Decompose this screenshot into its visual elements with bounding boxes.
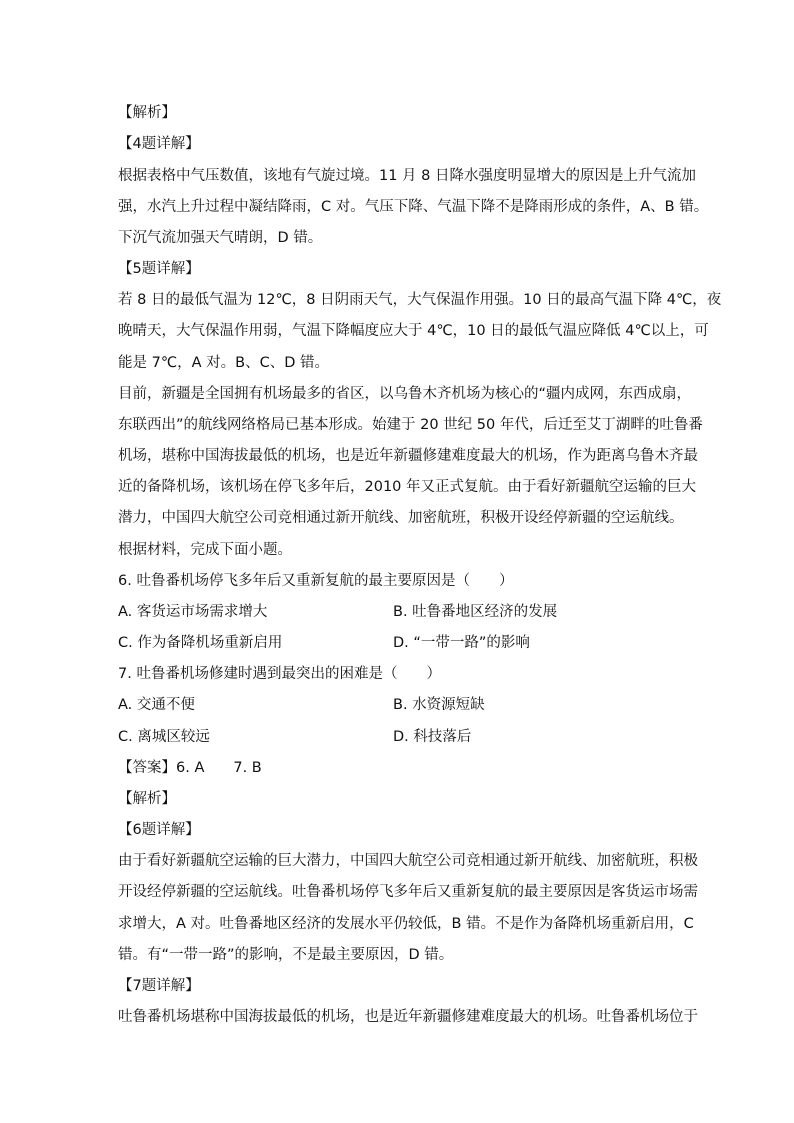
text-line: 由于看好新疆航空运输的巨大潜力，中国四大航空公司竞相通过新开航线、加密航班，积极 (118, 853, 698, 869)
text-line: 吐鲁番机场堪称中国海拔最低的机场，也是近年新疆修建难度最大的机场。吐鲁番机场位于 (118, 1009, 698, 1025)
q6-option-b: B. 吐鲁番地区经济的发展 (393, 604, 558, 620)
q7-option-b: B. 水资源短缺 (393, 697, 485, 713)
text-line: 错。有“一带一路”的影响，不是最主要原因，D 错。 (118, 947, 454, 963)
q6-option-c: C. 作为备降机场重新启用 (118, 635, 283, 651)
question-7-stem: 7. 吐鲁番机场修建时遇到最突出的困难是（ ） (118, 666, 441, 682)
text-line: 潜力，中国四大航空公司竞相通过新开航线、加密航班，积极开设经停新疆的空运航线。 (118, 510, 684, 526)
text-line: 强，水汽上升过程中凝结降雨，C 对。气压下降、气温下降不是降雨形成的条件，A、B 错。 (118, 199, 709, 215)
text-line: 【7题详解】 (118, 978, 200, 994)
text-line: 开设经停新疆的空运航线。吐鲁番机场停飞多年后又重新复航的最主要原因是客货运市场需 (118, 884, 698, 900)
question-6-stem: 6. 吐鲁番机场停飞多年后又重新复航的最主要原因是（ ） (118, 573, 514, 589)
q7-option-a: A. 交通不便 (118, 697, 195, 713)
text-line: 【解析】 (118, 105, 176, 121)
text-line: 机场，堪称中国海拔最低的机场，也是近年新疆修建难度最大的机场，作为距离乌鲁木齐最 (118, 448, 698, 464)
text-line: 下沉气流加强天气晴朗，D 错。 (118, 230, 323, 246)
q7-option-d: D. 科技落后 (393, 729, 472, 745)
text-line: 根据材料，完成下面小题。 (118, 542, 292, 558)
text-line: 【解析】 (118, 791, 176, 807)
text-line: 东联西出”的航线网络格局已基本形成。始建于 20 世纪 50 年代，后迁至艾丁湖畔的吐鲁番 (118, 417, 703, 433)
text-line: 【4题详解】 (118, 136, 200, 152)
q7-option-c: C. 离城区较远 (118, 729, 210, 745)
q6-option-d: D. “一带一路”的影响 (393, 635, 530, 651)
text-line: 若 8 日的最低气温为 12℃，8 日阴雨天气，大气保温作用强。10 日的最高气温下降 4℃，夜 (118, 292, 722, 308)
text-line: 目前，新疆是全国拥有机场最多的省区，以乌鲁木齐机场为核心的“疆内成网，东西成扇， (118, 386, 692, 402)
text-line: 能是 7℃，A 对。B、C、D 错。 (118, 355, 329, 371)
text-line: 求增大，A 对。吐鲁番地区经济的发展水平仍较低，B 错。不是作为备降机场重新启用，C (118, 916, 694, 932)
answer-line: 【答案】6. A 7. B (118, 760, 262, 776)
text-line: 【5题详解】 (118, 261, 200, 277)
text-line: 晚晴天，大气保温作用弱，气温下降幅度应大于 4℃，10 日的最低气温应降低 4℃以上，可 (118, 323, 709, 339)
text-line: 【6题详解】 (118, 822, 200, 838)
text-line: 根据表格中气压数值，该地有气旋过境。11 月 8 日降水强度明显增大的原因是上升气流加 (118, 168, 696, 184)
q6-option-a: A. 客货运市场需求增大 (118, 604, 268, 620)
text-line: 近的备降机场，该机场在停飞多年后，2010 年又正式复航。由于看好新疆航空运输的巨大 (118, 479, 697, 495)
